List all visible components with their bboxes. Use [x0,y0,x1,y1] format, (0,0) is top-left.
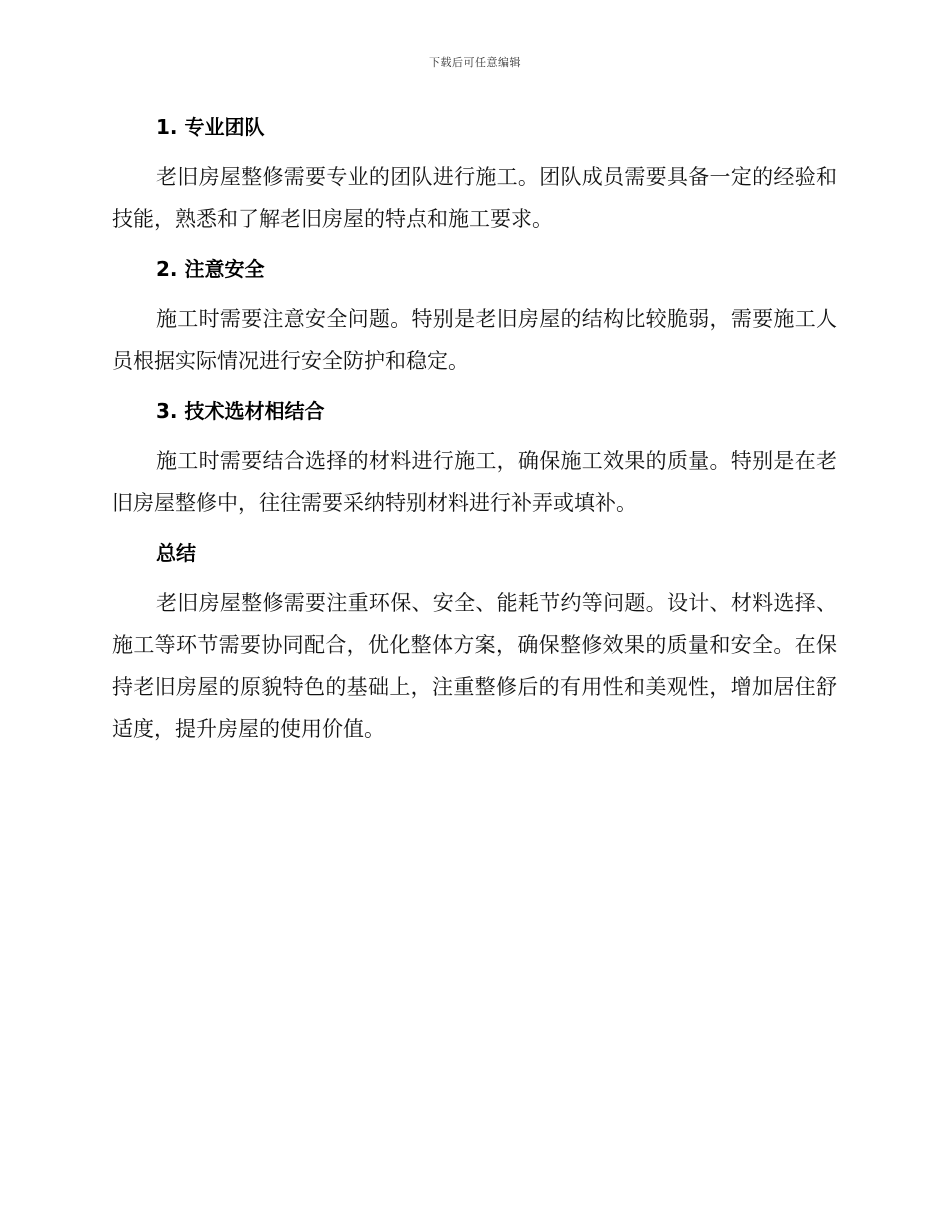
section-paragraph-materials: 施工时需要结合选择的材料进行施工，确保施工效果的质量。特别是在老旧房屋整修中，往往需要采纳特别材料进行补弄或填补。 [112,449,837,515]
header-note: 下载后可任意编辑 [429,56,521,69]
section-paragraph-safety: 施工时需要注意安全问题。特别是老旧房屋的结构比较脆弱，需要施工人员根据实际情况进行安全防护和稳定。 [112,307,837,373]
section-heading-summary: 总结 [156,541,196,565]
section-heading-materials: 3. 技术选材相结合 [156,399,325,423]
document-body [112,110,837,762]
section-paragraph-summary: 老旧房屋整修需要注重环保、安全、能耗节约等问题。设计、材料选择、施工等环节需要协同配合，优化整体方案，确保整修效果的质量和安全。在保持老旧房屋的原貌特色的基础上，注重整修后的有用性和美观性，增加居住舒适度，提升房屋的使用价值。 [112,591,837,741]
section-heading-team: 1. 专业团队 [156,115,265,139]
section-heading-safety: 2. 注意安全 [156,257,265,281]
section-paragraph-team: 老旧房屋整修需要专业的团队进行施工。团队成员需要具备一定的经验和技能，熟悉和了解老旧房屋的特点和施工要求。 [112,165,837,231]
